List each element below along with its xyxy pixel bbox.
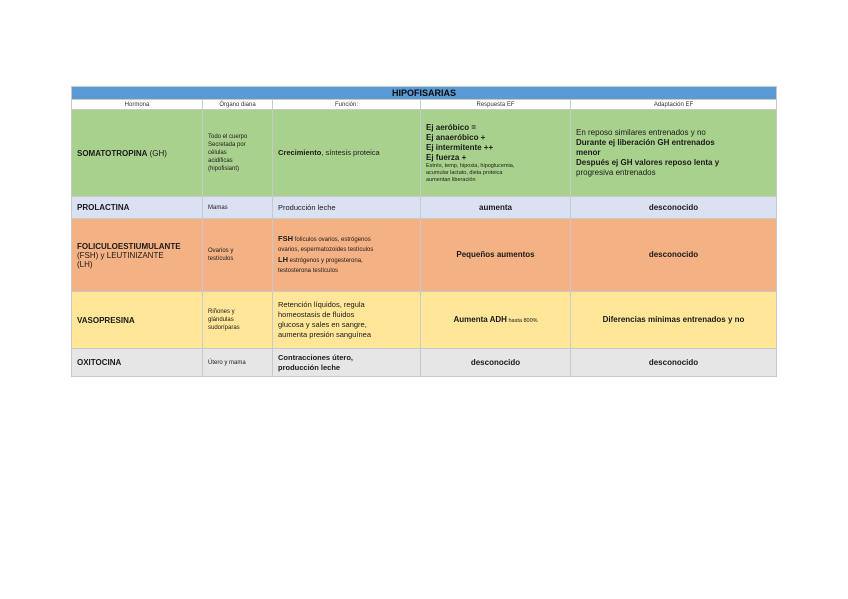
hormone-name: SOMATOTROPINA <box>77 148 148 158</box>
header-hormona: Hormona <box>72 100 203 110</box>
header-organo: Órgano diana <box>203 100 273 110</box>
function-line: aumenta presión sanguínea <box>278 330 371 339</box>
function-text: estrógenos y progesterona, <box>288 258 363 264</box>
organ-line: Riñones y <box>208 309 235 315</box>
header-funcion: Función: <box>273 100 421 110</box>
function-line <box>278 255 415 266</box>
organ-line: células <box>208 150 227 156</box>
function-cell <box>273 292 421 349</box>
function-text: , síntesis proteica <box>321 148 380 157</box>
hormone-line: FOLICULOESTIUMULANTE <box>77 241 181 251</box>
adaptation-cell: desconocido <box>571 349 777 377</box>
response-cell: desconocido <box>421 349 571 377</box>
adaptation-line: menor <box>576 148 601 157</box>
function-line: testosterona testículos <box>278 268 339 274</box>
header-respuesta: Respuesta EF <box>421 100 571 110</box>
organ-cell <box>203 110 273 197</box>
adaptation-line: En reposo similares entrenados y no <box>576 128 706 137</box>
table-row-prolactina <box>72 197 777 219</box>
organ-line: Ovarios y <box>208 248 234 254</box>
function-cell: Producción leche <box>273 197 421 219</box>
adaptation-line: Después ej GH valores reposo lenta y <box>576 158 720 167</box>
organ-cell: Útero y mama <box>203 349 273 377</box>
function-line: ovarios, espermatozoides testículos <box>278 247 374 253</box>
response-line: Ej intermitente ++ <box>426 142 494 152</box>
response-note: Estrés, temp, hipoxia, hipoglucemia, <box>426 162 515 169</box>
response-note: acumular lactato, dieta proteica <box>426 169 503 176</box>
function-cell <box>273 349 421 377</box>
response-note: aumentan liberación <box>426 176 476 183</box>
table-row-vasopresina <box>72 292 777 349</box>
adaptation-cell: desconocido <box>571 197 777 219</box>
function-line: producción leche <box>278 362 341 372</box>
response-cell: Pequeños aumentos <box>421 219 571 292</box>
function-line: homeostasis de fluidos <box>278 310 355 319</box>
function-bold: FSH <box>278 234 293 243</box>
organ-line: sudoríparas <box>208 325 240 331</box>
table-row-oxitocina <box>72 349 777 377</box>
hormone-name: PROLACTINA <box>72 197 203 219</box>
organ-line: testículos <box>208 256 234 262</box>
adaptation-line: Durante ej liberación GH entrenados <box>576 138 715 147</box>
function-line <box>278 234 415 245</box>
function-cell <box>273 110 421 197</box>
organ-line: Todo el cuerpo <box>208 134 248 140</box>
adaptation-cell <box>571 110 777 197</box>
organ-line: glándulas <box>208 317 234 323</box>
table-title-row <box>72 87 777 100</box>
header-row <box>72 100 777 110</box>
response-line: Ej fuerza + <box>426 152 467 162</box>
organ-line: (hipofisiant) <box>208 166 240 172</box>
function-line: glucosa y sales en sangre, <box>278 320 367 329</box>
hormone-cell <box>72 110 203 197</box>
function-bold: LH <box>278 255 288 264</box>
table-row-foliculoestimulante <box>72 219 777 292</box>
response-cell: aumenta <box>421 197 571 219</box>
hormone-abbr: (GH) <box>147 148 167 158</box>
adaptation-cell: desconocido <box>571 219 777 292</box>
function-line: Retención líquidos, regula <box>278 300 365 309</box>
organ-cell: Mamas <box>203 197 273 219</box>
hormone-line: (FSH) y LEUTINIZANTE <box>77 250 164 260</box>
function-cell <box>273 219 421 292</box>
hormone-table <box>71 86 777 377</box>
response-cell <box>421 292 571 349</box>
organ-line: Secretada por <box>208 142 246 148</box>
function-text: folículos ovarios, estrógenos <box>293 237 371 243</box>
hormone-name: VASOPRESINA <box>72 292 203 349</box>
table-row-somatotropina <box>72 110 777 197</box>
organ-line: acidificas <box>208 158 233 164</box>
response-line: Ej anaeróbico + <box>426 132 486 142</box>
hormone-name: OXITOCINA <box>72 349 203 377</box>
hormone-cell <box>72 219 203 292</box>
header-adaptacion: Adaptación EF <box>571 100 777 110</box>
hormone-line: (LH) <box>77 259 93 269</box>
table-title: HIPOFISARIAS <box>72 87 777 100</box>
response-main: Aumenta ADH <box>453 314 507 324</box>
response-line: Ej aeróbico = <box>426 122 477 132</box>
adaptation-line: progresiva entrenados <box>576 168 656 177</box>
adaptation-cell: Diferencias mínimas entrenados y no <box>571 292 777 349</box>
response-note: hasta 800% <box>506 317 538 324</box>
organ-cell <box>203 219 273 292</box>
organ-cell <box>203 292 273 349</box>
function-line: Contracciones útero, <box>278 352 354 362</box>
response-cell <box>421 110 571 197</box>
function-bold: Crecimiento <box>278 148 322 157</box>
